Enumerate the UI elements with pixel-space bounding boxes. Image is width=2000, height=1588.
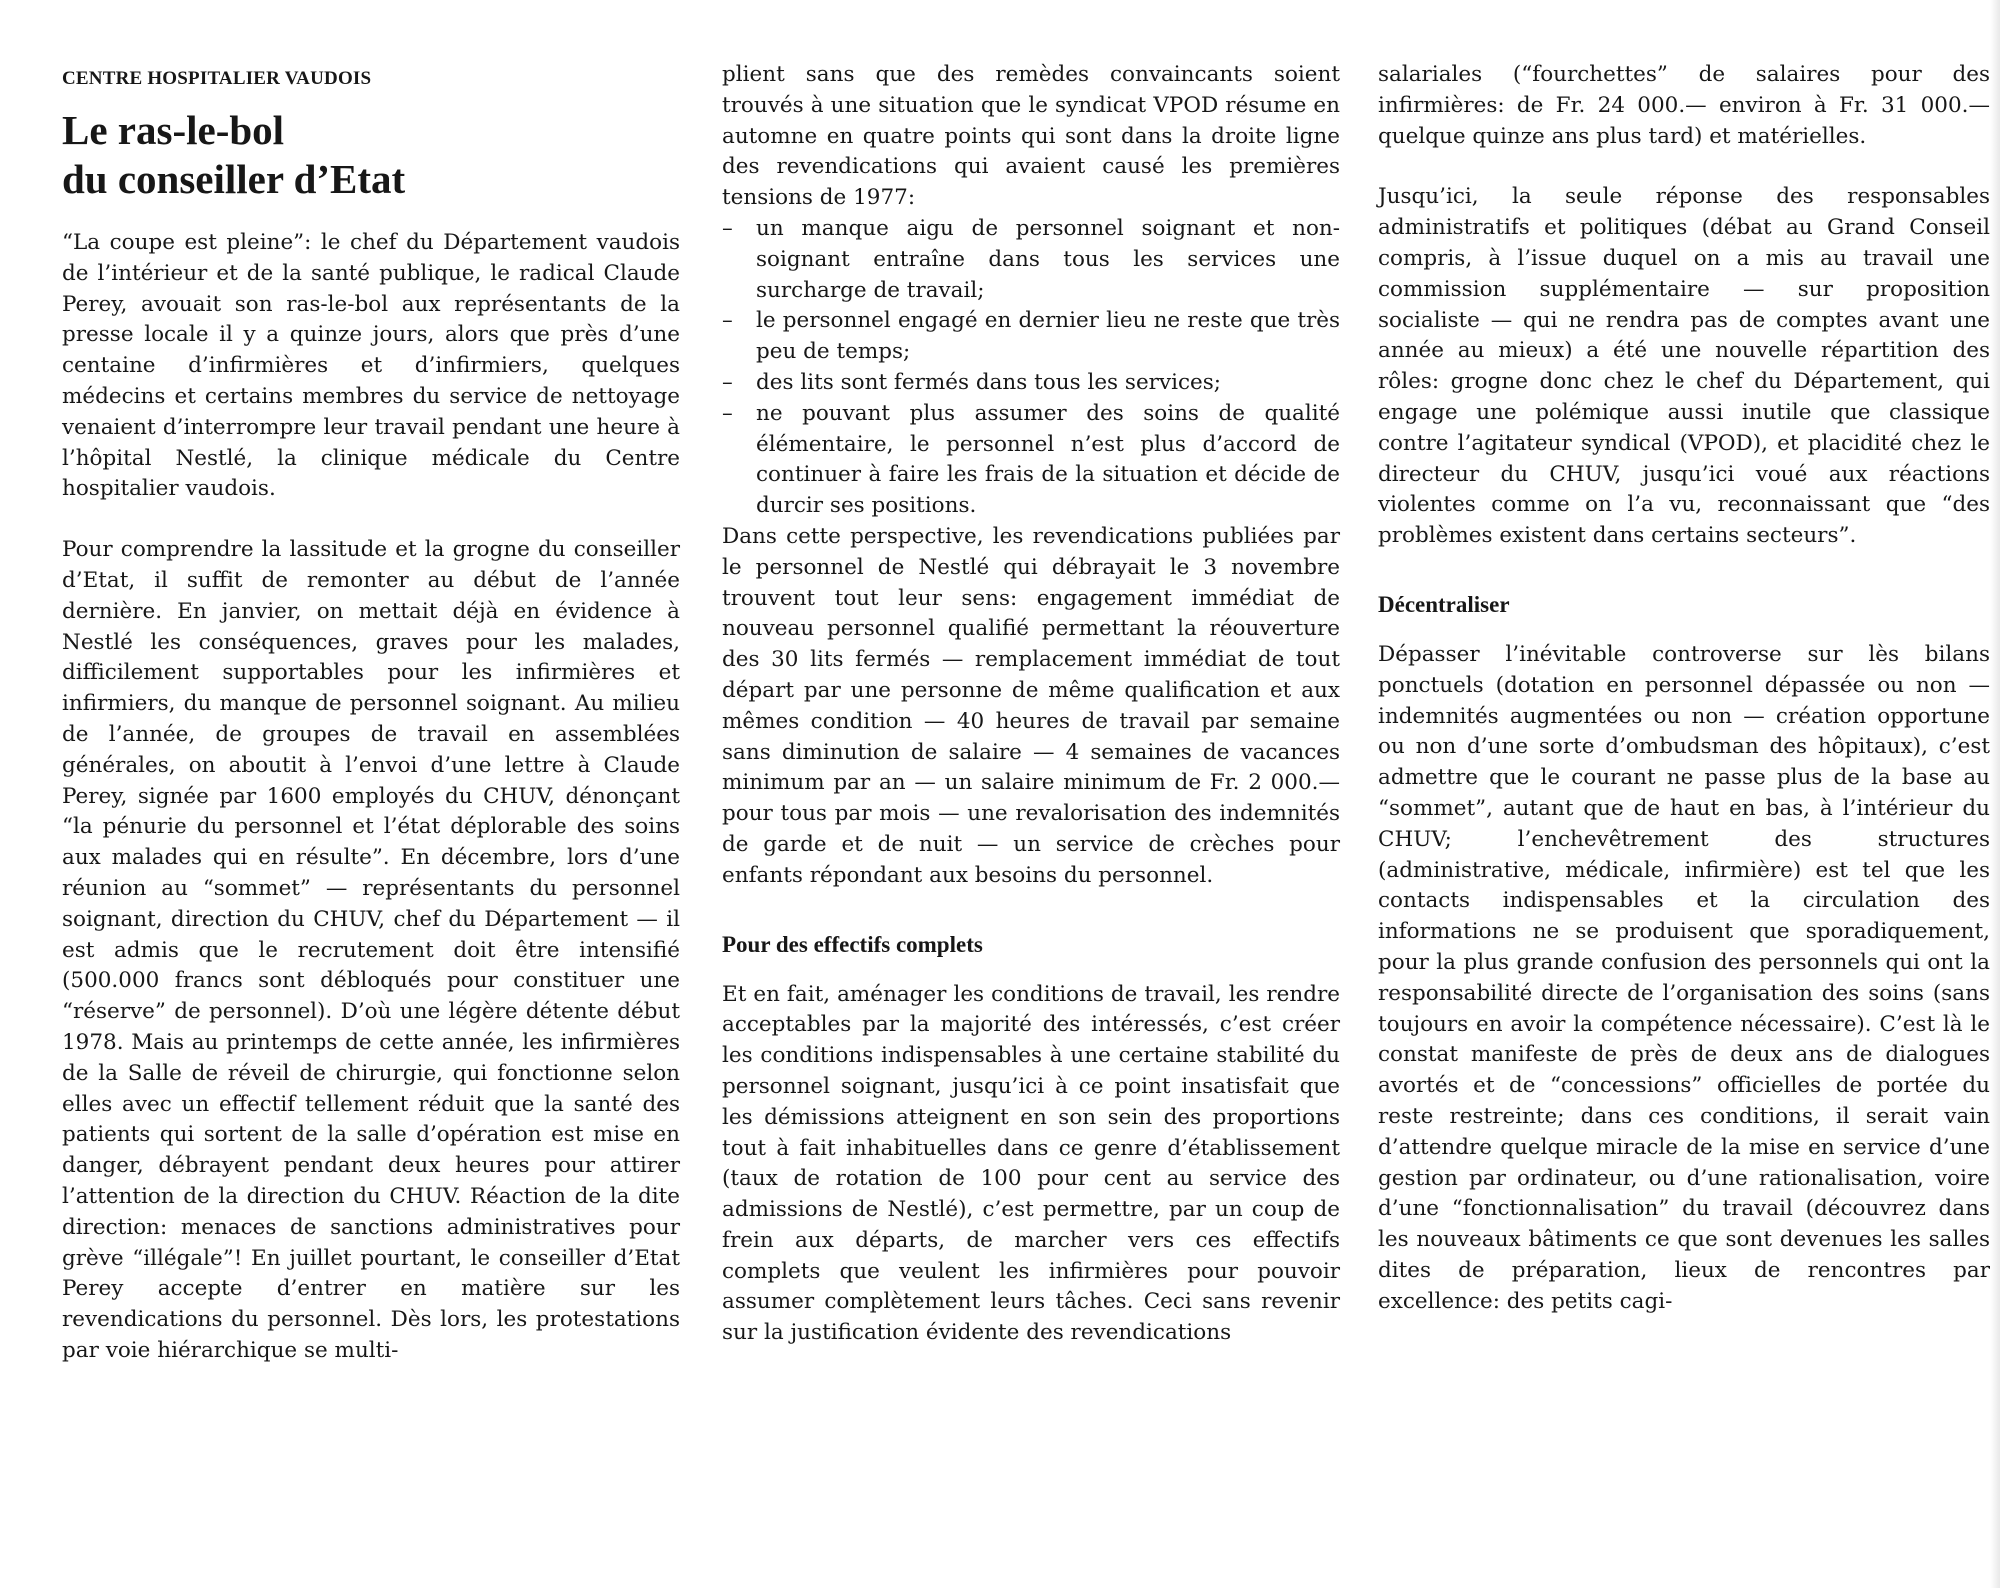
column-2 <box>722 60 1340 1349</box>
list-item: – un manque aigu de personnel soignant et non-soignant entraîne dans tous les services une surcharge de travail; <box>722 214 1340 306</box>
page-edge-shadow <box>1990 0 2000 1588</box>
headline <box>62 106 680 204</box>
column-1 <box>62 60 680 1367</box>
demands-list <box>722 214 1340 522</box>
column-3 <box>1378 60 1990 1317</box>
list-item: – le personnel engagé en dernier lieu ne reste que très peu de temps; <box>722 306 1340 368</box>
paragraph: Jusqu’ici, la seule réponse des responsables administratifs et politiques (débat au Grand Conseil compris, à l’issue duquel on a mis au travail une commission supplémentaire — sur proposition socialiste — qui ne rendra pas de comptes avant une année au mieux) a été une nouvelle répartition des rôles: grogne donc chez le chef du Département, qui engage une polémique aussi inutile que classique contre l’agitateur syndical (VPOD), et placidité chez le directeur du CHUV, jusqu’ici voué aux réactions violentes comme on l’a vu, reconnaissant que “des problèmes existent dans certains secteurs”. <box>1378 184 1990 549</box>
paragraph: Dans cette perspective, les revendications publiées par le personnel de Nestlé qui débrayait le 3 novembre trouvent tout leur sens: engagement immédiat de nouveau personnel qualifié permettant la réouverture des 30 lits fermés — remplacement immédiat de tout départ par une personne de même qualification et aux mêmes condition — 40 heures de travail par semaine sans diminution de salaire — 4 semaines de vacances minimum par an — un salaire minimum de Fr. 2 000.— pour tous par mois — une revalorisation des indemnités de garde et de nuit — un service de crèches pour enfants répondant aux besoins du personnel. <box>722 523 1340 888</box>
list-item: – ne pouvant plus assumer des soins de qualité élémentaire, le personnel n’est plus d’accord de continuer à faire les frais de la situation et décide de durcir ses positions. <box>722 399 1340 522</box>
kicker: CENTRE HOSPITALIER VAUDOIS <box>62 68 372 89</box>
paragraph: “La coupe est pleine”: le chef du Département vaudois de l’intérieur et de la santé publique, le radical Claude Perey, avouait son ras-le-bol aux représentants de la presse locale il y a quinze jours, alors que près d’une centaine d’infirmières et d’infirmiers, quelques médecins et certains membres du service de nettoyage venaient d’interrompre leur travail pendant une heure à l’hôpital Nestlé, la clinique médicale du Centre hospitalier vaudois. <box>62 230 680 502</box>
paragraph: Pour comprendre la lassitude et la grogne du conseiller d’Etat, il suffit de remonter au début de l’année dernière. En janvier, on mettait déjà en évidence à Nestlé les conséquences, graves pour les malades, difficilement supportables pour les infirmières et infirmiers, du manque de personnel soignant. Au milieu de l’année, de groupes de travail en assemblées générales, on aboutit à l’envoi d’une lettre à Claude Perey, signée par 1600 employés du CHUV, dénonçant “la pénurie du personnel et l’état déplorable des soins aux malades qui en résulte”. En décembre, lors d’une réunion au “sommet” — représentants du personnel soignant, direction du CHUV, chef du Département — il est admis que le recrutement doit être intensifié (500.000 francs sont débloqués pour constituer une “réserve” de personnel). D’où une légère détente début 1978. Mais au printemps de cette année, les infirmières de la Salle de réveil de chirurgie, qui fonctionne selon elles avec un effectif tellement réduit que la santé des patients qui sortent de la salle d’opération est mise en danger, débrayent pendant deux heures pour attirer l’attention de la direction du CHUV. Réaction de la dite direction: menaces de sanctions administratives pour grève “illégale”! En juillet pourtant, le conseiller d’Etat Perey accepte d’entrer en matière sur les revendications du personnel. Dès lors, les protestations par voie hiérarchique se multi- <box>62 537 680 1363</box>
subheading: Pour des effectifs complets <box>722 931 983 957</box>
headline-line-2: du conseiller d’Etat <box>62 156 406 202</box>
headline-line-1: Le ras-le-bol <box>62 107 285 153</box>
paragraph: salariales (“fourchettes” de salaires pour des infirmières: de Fr. 24 000.— environ à Fr. 31 000.— quelque quinze ans plus tard) et matérielles. <box>1378 62 1990 149</box>
paragraph: plient sans que des remèdes convaincants soient trouvés à une situation que le syndicat VPOD résume en automne en quatre points qui sont dans la droite ligne des revendications qui avaient causé les premières tensions de 1977: <box>722 62 1340 211</box>
list-item: – des lits sont fermés dans tous les services; <box>722 368 1340 399</box>
paragraph: Dépasser l’inévitable controverse sur lès bilans ponctuels (dotation en personnel dépassée ou non — indemnités augmentées ou non — création opportune ou non d’une sorte d’ombudsman des hôpitaux), c’est admettre que le courant ne passe plus de la base au “sommet”, autant que de haut en bas, à l’intérieur du CHUV; l’enchevêtrement des structures (administrative, médicale, infirmière) est tel que les contacts indispensables et la circulation des informations ne se produisent que sporadiquement, pour la plus grande confusion des personnels qui ont la responsabilité directe de l’organisation des soins (sans toujours en avoir la compétence nécessaire). C’est là le constat manifeste de près de deux ans de dialogues avortés et de “concessions” officielles de portée du reste restreinte; dans ces conditions, il serait vain d’attendre quelque miracle de la mise en service d’une gestion par ordinateur, ou d’une rationalisation, voire d’une “fonctionnalisation” du travail (découvrez dans les nouveaux bâtiments ce que sont devenues les salles dites de préparation, lieux de rencontres par excellence: des petits cagi- <box>1378 641 1990 1314</box>
subheading: Décentraliser <box>1378 591 1510 617</box>
paragraph: Et en fait, aménager les conditions de travail, les rendre acceptables par la majorité des intéressés, c’est créer les conditions indispensables à une certaine stabilité du personnel soignant, jusqu’ici à ce point insatisfait que les démissions atteignent en son sein des proportions tout à fait inhabituelles dans ce genre d’établissement (taux de rotation de 100 pour cent au service des admissions de Nestlé), c’est permettre, par un coup de frein aux départs, de marcher vers ces effectifs complets que veulent les infirmières pour pouvoir assumer complètement leurs tâches. Ceci sans revenir sur la justification évidente des revendications <box>722 981 1340 1346</box>
